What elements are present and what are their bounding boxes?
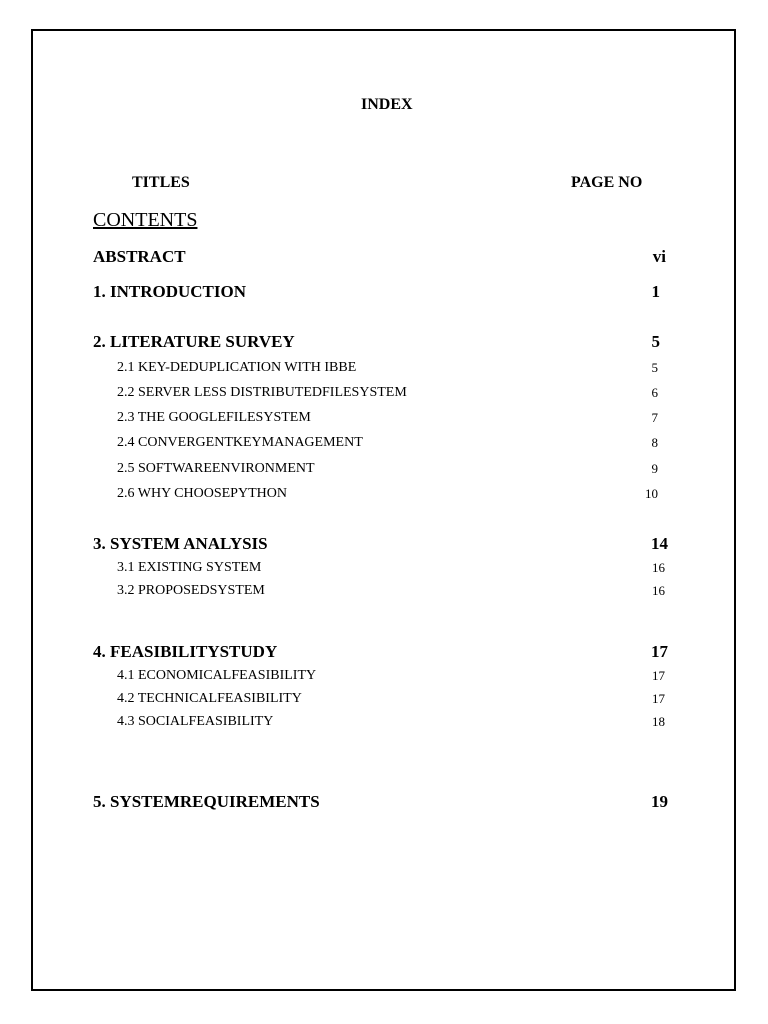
toc-subentry-2-6-title: 2.6 WHY CHOOSEPYTHON [117, 486, 287, 501]
toc-subentry-2-1-page: 5 [651, 360, 658, 375]
toc-subentry-2-2-title: 2.2 SERVER LESS DISTRIBUTEDFILESYSTEM [117, 385, 407, 400]
toc-subentry-4-2-title: 4.2 TECHNICALFEASIBILITY [117, 691, 302, 706]
toc-subentry-2-1-title: 2.1 KEY-DEDUPLICATION WITH IBBE [117, 360, 357, 375]
toc-subentry-3-1-page: 16 [652, 560, 665, 575]
toc-entry-literature-survey-title: 2. LITERATURE SURVEY [93, 332, 295, 351]
toc-entry-introduction-title: 1. INTRODUCTION [93, 282, 247, 301]
toc-entry-system-analysis-title: 3. SYSTEM ANALYSIS [93, 534, 268, 553]
toc-entry-introduction-page: 1 [651, 282, 660, 301]
toc-subentry-4-3-title: 4.3 SOCIALFEASIBILITY [117, 714, 274, 729]
toc-subentry-2-4-page: 8 [651, 435, 658, 450]
contents-heading: CONTENTS [93, 209, 198, 231]
toc-entry-feasibility-study-title: 4. FEASIBILITYSTUDY [93, 642, 278, 661]
toc-subentry-2-2-page: 6 [651, 385, 658, 400]
toc-entry-system-requirements-title: 5. SYSTEMREQUIREMENTS [93, 792, 320, 811]
titles-column-header: TITLES [132, 174, 190, 191]
toc-subentry-2-3-title: 2.3 THE GOOGLEFILESYSTEM [117, 410, 311, 425]
toc-entry-abstract-page: vi [652, 247, 666, 266]
toc-entry-system-analysis-page: 14 [651, 534, 668, 553]
toc-entry-literature-survey-page: 5 [651, 332, 660, 351]
toc-entry-feasibility-study-page: 17 [651, 642, 668, 661]
toc-subentry-2-3-page: 7 [651, 410, 658, 425]
toc-subentry-2-6-page: 10 [645, 486, 658, 501]
toc-entry-abstract-title: ABSTRACT [93, 247, 186, 266]
toc-subentry-2-5-page: 9 [651, 461, 658, 476]
toc-subentry-4-1-title: 4.1 ECONOMICALFEASIBILITY [117, 668, 317, 683]
page-no-column-header: PAGE NO [571, 174, 643, 191]
toc-subentry-3-2-title: 3.2 PROPOSEDSYSTEM [117, 583, 265, 598]
toc-subentry-3-2-page: 16 [652, 583, 665, 598]
toc-entry-system-requirements-page: 19 [651, 792, 668, 811]
index-title: INDEX [361, 96, 413, 113]
toc-subentry-2-5-title: 2.5 SOFTWAREENVIRONMENT [117, 461, 315, 476]
toc-subentry-4-2-page: 17 [652, 691, 665, 706]
toc-subentry-3-1-title: 3.1 EXISTING SYSTEM [117, 560, 262, 575]
toc-subentry-4-1-page: 17 [652, 668, 665, 683]
toc-subentry-4-3-page: 18 [652, 714, 665, 729]
toc-subentry-2-4-title: 2.4 CONVERGENTKEYMANAGEMENT [117, 435, 363, 450]
